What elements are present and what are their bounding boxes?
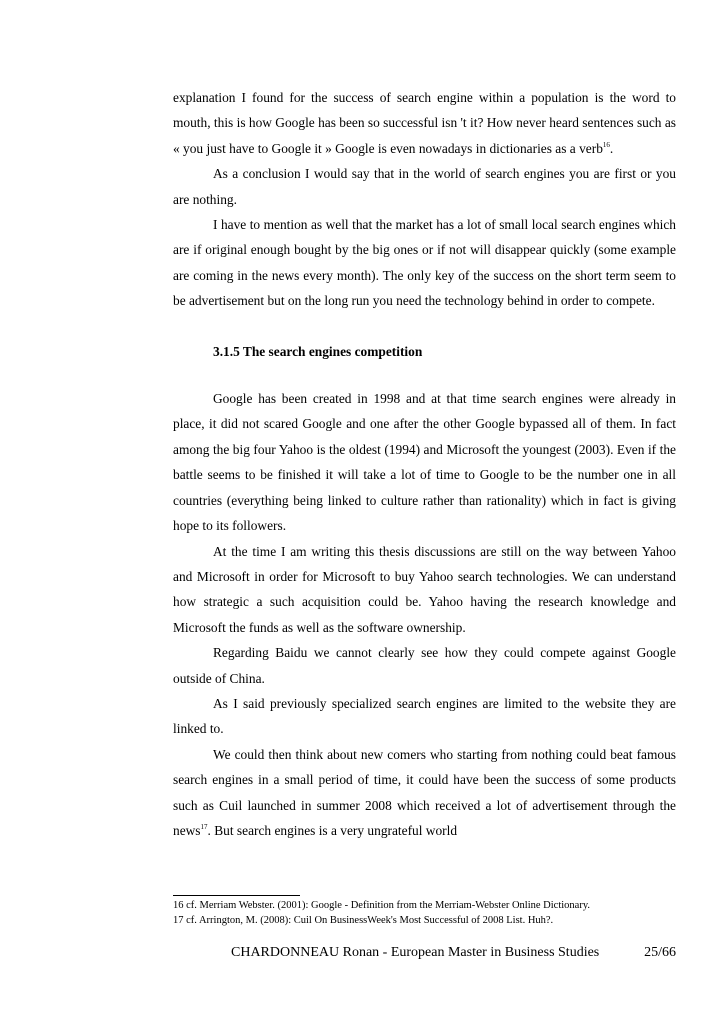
footnote-ref: 17 — [200, 822, 208, 831]
paragraph: explanation I found for the success of search engine within a population is the word to mouth, this is how Google has been so successful isn 't it? How never heard sentences such as « you just have to Google it » Google is even nowadays in dictionaries as a verb$^{16}$. — [173, 90, 676, 156]
paragraph: I have to mention as well that the market has a lot of small local search engines which are if original enough bought by the big ones or if not will disappear quickly (some example are coming in the news every month). The only key of the success on the short term seem to be advertisement but on the long run you need the technology behind in order to compete. — [173, 217, 676, 309]
footnote-divider — [173, 895, 300, 896]
paragraph: As I said previously specialized search engines are limited to the website they are linked to. — [173, 695, 676, 737]
section-heading: 3.1.5 The search engines competition — [213, 343, 423, 359]
footnotes — [173, 898, 693, 928]
page-footer — [231, 944, 676, 962]
paragraph: We could then think about new comers who starting from nothing could beat famous search engines in a small period of time, it could have been the success of some products such as Cuil launched in summer 2008 which received a lot of advertisement through the news$^{17}$. But search engines is a very ungrateful world — [173, 746, 676, 838]
paragraph: Google has been created in 1998 and at that time search engines were already in place, it did not scared Google and one after the other Google bypassed all of them. In fact among the big four Yahoo is the oldest (1994) and Microsoft the youngest (2003). Even if the battle seems to be finished it will take a lot of time to Google to be the number one in all countries (everything being linked to culture rather than rationality) which in fact is giving hope to its followers. — [173, 391, 676, 534]
body-text — [173, 85, 676, 843]
footnote-ref: 16 — [602, 140, 610, 149]
paragraph: Regarding Baidu we cannot clearly see how they could compete against Google outside of China. — [173, 645, 676, 686]
footer-text: CHARDONNEAU Ronan - European Master in Business Studies — [231, 945, 600, 960]
footnote: 17 cf. Arrington, M. (2008): Cuil On BusinessWeek's Most Successful of 2008 List. Huh?. — [173, 915, 554, 926]
paragraph: At the time I am writing this thesis discussions are still on the way between Yahoo and Microsoft in order for Microsoft to buy Yahoo search technologies. We can understand how strategic a such acquisition could be. Yahoo having the research knowledge and Microsoft the funds as well as the software ownership. — [173, 543, 676, 635]
paragraph: As a conclusion I would say that in the world of search engines you are first or you are nothing. — [173, 166, 676, 207]
page-number: 25/66 — [644, 945, 676, 960]
footnote: 16 cf. Merriam Webster. (2001): Google - Definition from the Merriam-Webster Online Dictionary. — [173, 900, 591, 911]
